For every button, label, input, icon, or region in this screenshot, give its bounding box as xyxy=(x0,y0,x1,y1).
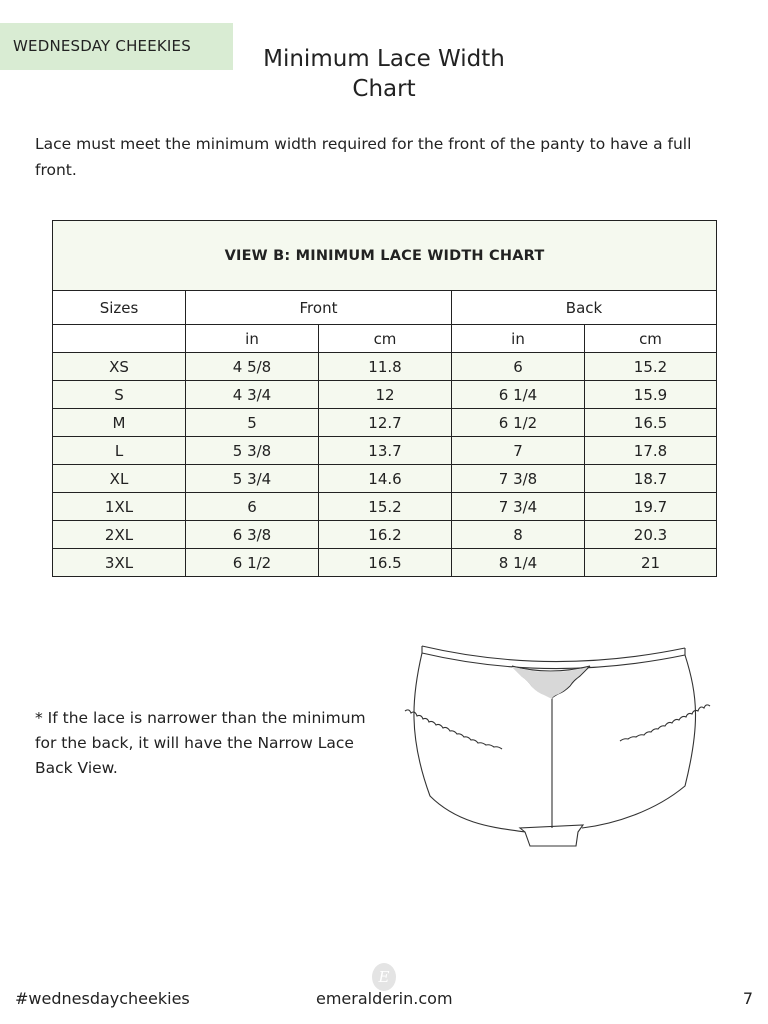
back-in-cell: 7 3/4 xyxy=(452,493,585,521)
back-cm-cell: 15.2 xyxy=(585,353,717,381)
back-in-cell: 7 xyxy=(452,437,585,465)
back-cm-cell: 15.9 xyxy=(585,381,717,409)
table-row xyxy=(53,353,717,381)
table-caption-row xyxy=(53,221,717,291)
intro-paragraph: Lace must meet the minimum width required for the front of the panty to have a full front. xyxy=(35,135,692,179)
page-title-line-2: Chart xyxy=(352,76,416,102)
back-cm-cell: 18.7 xyxy=(585,465,717,493)
front-cm-cell: 12.7 xyxy=(319,409,452,437)
front-in-cell: 6 3/8 xyxy=(186,521,319,549)
table-row xyxy=(53,465,717,493)
front-in-cell: 6 xyxy=(186,493,319,521)
front-in-cell: 5 3/4 xyxy=(186,465,319,493)
logo-letter: E xyxy=(378,968,390,986)
front-cm-cell: 12 xyxy=(319,381,452,409)
lace-width-table xyxy=(52,220,717,577)
table-row xyxy=(53,549,717,577)
back-in-header: in xyxy=(452,325,585,353)
waistband-top xyxy=(422,646,685,662)
front-cm-cell: 16.5 xyxy=(319,549,452,577)
back-cm-header: cm xyxy=(585,325,717,353)
back-cm-cell: 16.5 xyxy=(585,409,717,437)
size-cell: 3XL xyxy=(53,549,186,577)
front-cm-header: cm xyxy=(319,325,452,353)
back-in-cell: 8 xyxy=(452,521,585,549)
table-row xyxy=(53,381,717,409)
front-cm-cell: 14.6 xyxy=(319,465,452,493)
back-in-cell: 6 xyxy=(452,353,585,381)
lace-panel-fill xyxy=(512,667,588,699)
size-cell: M xyxy=(53,409,186,437)
front-in-cell: 5 xyxy=(186,409,319,437)
table-caption: VIEW B: MINIMUM LACE WIDTH CHART xyxy=(53,221,717,291)
page-number: 7 xyxy=(742,989,753,1008)
back-cm-cell: 21 xyxy=(585,549,717,577)
size-cell: L xyxy=(53,437,186,465)
back-in-cell: 8 1/4 xyxy=(452,549,585,577)
table-group-header-row xyxy=(53,291,717,325)
page-title xyxy=(230,44,538,104)
page-title-line-1: Minimum Lace Width xyxy=(263,46,505,72)
left-leg-edge xyxy=(414,653,525,832)
front-cm-cell: 11.8 xyxy=(319,353,452,381)
size-cell: 2XL xyxy=(53,521,186,549)
panty-back-illustration xyxy=(400,636,720,852)
footer-hashtag: #wednesdaycheekies xyxy=(15,989,190,1008)
size-cell: XS xyxy=(53,353,186,381)
narrow-lace-note: * If the lace is narrower than the minimum for the back, it will have the Narrow Lace Back View. xyxy=(35,709,366,777)
units-blank-cell xyxy=(53,325,186,353)
front-in-cell: 5 3/8 xyxy=(186,437,319,465)
back-in-cell: 6 1/2 xyxy=(452,409,585,437)
back-cm-cell: 17.8 xyxy=(585,437,717,465)
table-units-row xyxy=(53,325,717,353)
front-in-cell: 4 3/4 xyxy=(186,381,319,409)
back-cm-cell: 20.3 xyxy=(585,521,717,549)
back-header: Back xyxy=(452,291,717,325)
gusset xyxy=(520,825,583,846)
right-scallops xyxy=(620,705,710,741)
size-cell: S xyxy=(53,381,186,409)
table-row xyxy=(53,493,717,521)
front-in-header: in xyxy=(186,325,319,353)
brand-logo-icon xyxy=(371,962,397,992)
front-cm-cell: 16.2 xyxy=(319,521,452,549)
front-header: Front xyxy=(186,291,452,325)
back-in-cell: 6 1/4 xyxy=(452,381,585,409)
left-scallops xyxy=(405,710,502,749)
table-row xyxy=(53,409,717,437)
footer-website[interactable]: emeralderin.com xyxy=(316,989,453,1008)
back-cm-cell: 19.7 xyxy=(585,493,717,521)
size-cell: XL xyxy=(53,465,186,493)
size-cell: 1XL xyxy=(53,493,186,521)
table-row xyxy=(53,437,717,465)
sizes-header: Sizes xyxy=(53,291,186,325)
pattern-tag: WEDNESDAY CHEEKIES xyxy=(0,23,233,70)
front-cm-cell: 15.2 xyxy=(319,493,452,521)
back-in-cell: 7 3/8 xyxy=(452,465,585,493)
right-leg-edge xyxy=(582,655,696,828)
front-in-cell: 6 1/2 xyxy=(186,549,319,577)
table-row xyxy=(53,521,717,549)
front-in-cell: 4 5/8 xyxy=(186,353,319,381)
front-cm-cell: 13.7 xyxy=(319,437,452,465)
